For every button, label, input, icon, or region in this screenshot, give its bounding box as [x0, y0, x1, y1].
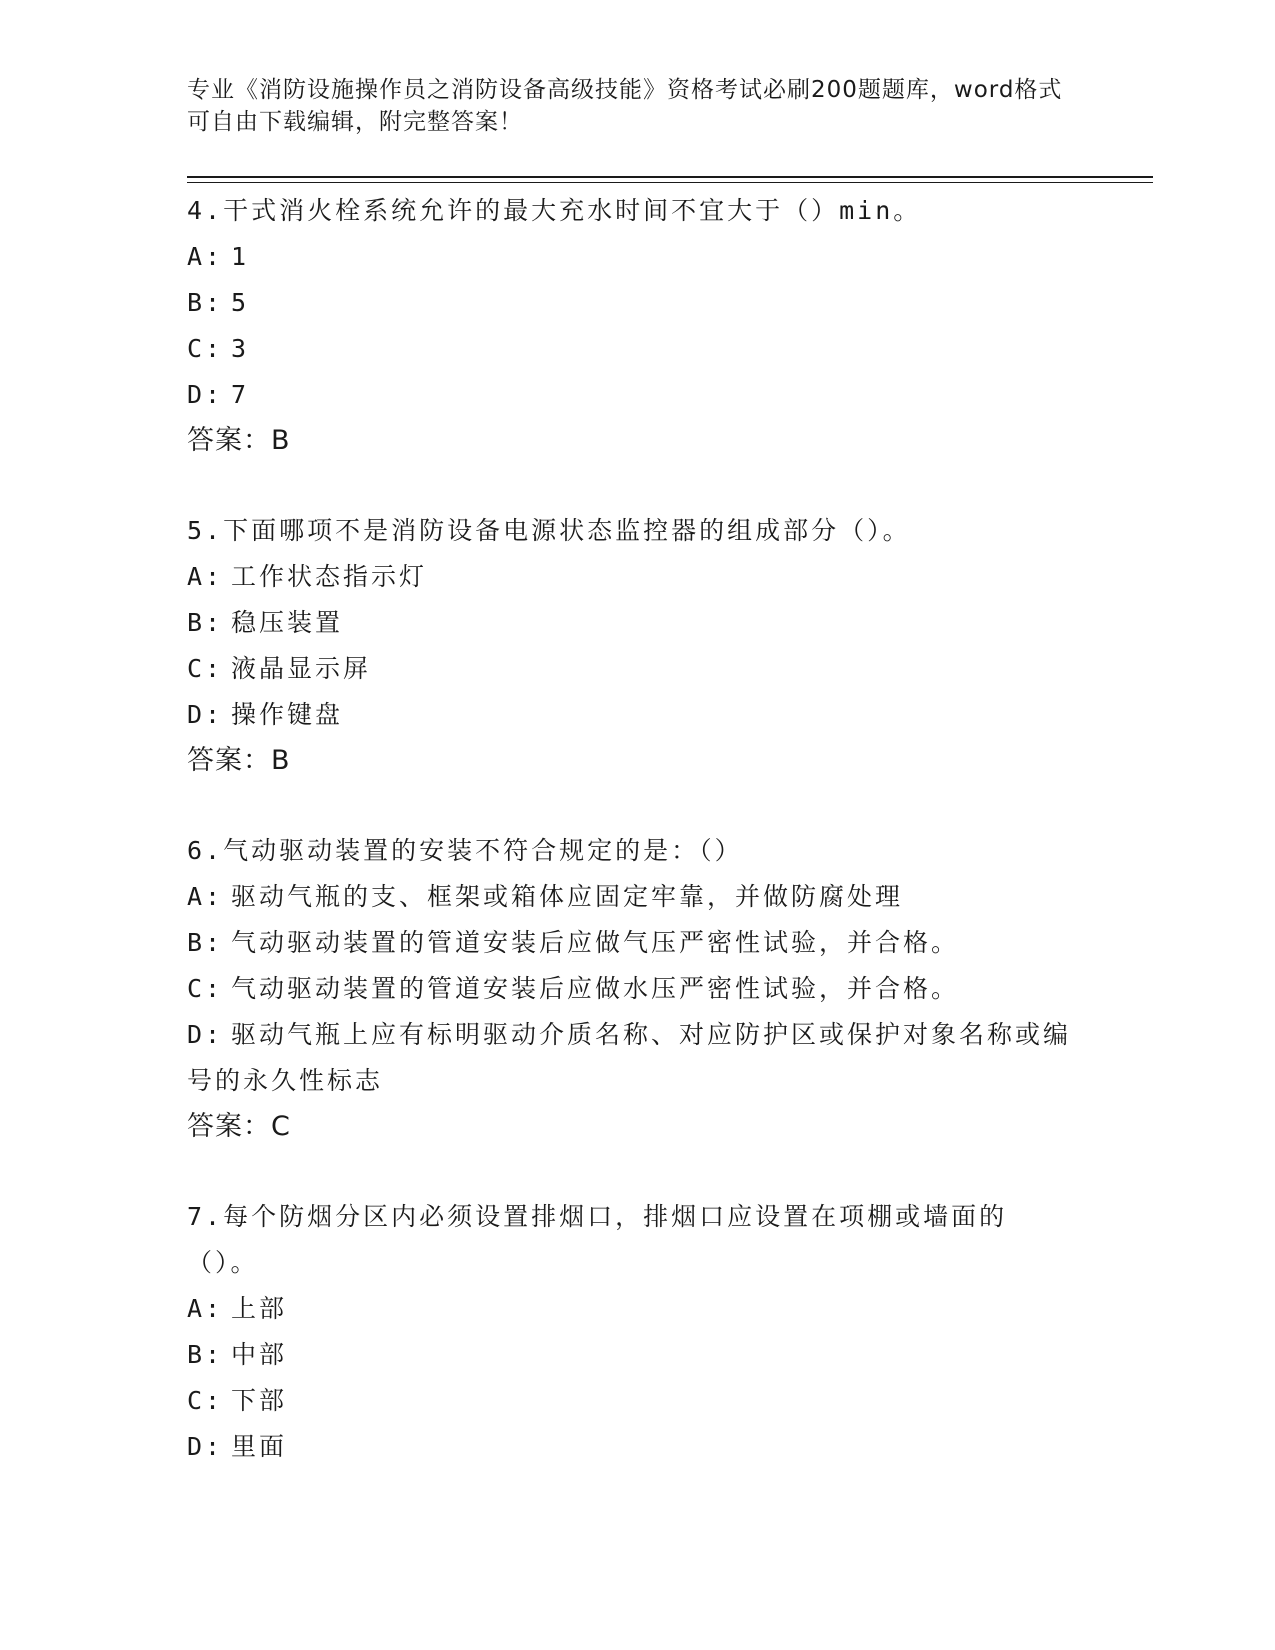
- option-d: [187, 692, 1087, 738]
- answer-line: 答案：C: [187, 1111, 291, 1142]
- question-5: [187, 508, 1087, 784]
- document-header: 专业《消防设施操作员之消防设备高级技能》资格考试必刷200题题库，word格式可自由下载编辑，附完整答案！: [187, 77, 1063, 135]
- question-stem: 5.下面哪项不是消防设备电源状态监控器的组成部分（）。: [187, 516, 911, 545]
- option-text: 驱动气瓶上应有标明驱动介质名称、对应防护区或保护对象名称或编号的永久性标志: [187, 1020, 1072, 1095]
- option-text: 里面: [231, 1432, 288, 1461]
- option-d: [187, 1424, 1087, 1470]
- option-a: [187, 234, 1087, 280]
- option-text: 液晶显示屏: [231, 654, 372, 683]
- option-b: [187, 600, 1087, 646]
- answer-line: 答案：B: [187, 745, 291, 776]
- answer-line: 答案：B: [187, 425, 291, 456]
- option-key: D:: [187, 380, 224, 409]
- option-key: A:: [187, 882, 224, 911]
- question-list: [187, 188, 1087, 1514]
- question-7: [187, 1194, 1087, 1470]
- option-key: C:: [187, 1386, 224, 1415]
- option-b: [187, 920, 1087, 966]
- option-text: 5: [231, 288, 250, 317]
- option-text: 气动驱动装置的管道安装后应做水压严密性试验，并合格。: [231, 974, 960, 1003]
- option-a: [187, 1286, 1087, 1332]
- option-c: [187, 326, 1087, 372]
- option-text: 上部: [231, 1294, 288, 1323]
- option-key: B:: [187, 608, 224, 637]
- option-key: C:: [187, 654, 224, 683]
- question-stem: 6.气动驱动装置的安装不符合规定的是：（）: [187, 836, 743, 865]
- option-key: D:: [187, 1020, 224, 1049]
- option-key: D:: [187, 700, 224, 729]
- header-divider-thick: [187, 176, 1153, 178]
- option-key: B:: [187, 928, 224, 957]
- option-d: [187, 1012, 1087, 1104]
- option-b: [187, 1332, 1087, 1378]
- option-key: C:: [187, 974, 224, 1003]
- option-text: 中部: [231, 1340, 288, 1369]
- option-text: 1: [231, 242, 250, 271]
- option-key: A:: [187, 562, 224, 591]
- option-c: [187, 646, 1087, 692]
- option-text: 稳压装置: [231, 608, 344, 637]
- option-d: [187, 372, 1087, 418]
- option-b: [187, 280, 1087, 326]
- question-stem: 7.每个防烟分区内必须设置排烟口，排烟口应设置在项棚或墙面的（）。: [187, 1202, 1008, 1277]
- option-text: 7: [231, 380, 250, 409]
- option-text: 气动驱动装置的管道安装后应做气压严密性试验，并合格。: [231, 928, 960, 957]
- option-key: D:: [187, 1432, 224, 1461]
- option-a: [187, 874, 1087, 920]
- header-divider-thin: [187, 182, 1153, 183]
- question-stem: 4.干式消火栓系统允许的最大充水时间不宜大于（）min。: [187, 196, 922, 225]
- question-4: [187, 188, 1087, 464]
- option-text: 3: [231, 334, 250, 363]
- option-text: 工作状态指示灯: [231, 562, 428, 591]
- option-key: A:: [187, 242, 224, 271]
- option-key: B:: [187, 288, 224, 317]
- option-text: 操作键盘: [231, 700, 344, 729]
- option-c: [187, 1378, 1087, 1424]
- option-key: C:: [187, 334, 224, 363]
- option-text: 驱动气瓶的支、框架或箱体应固定牢靠，并做防腐处理: [231, 882, 904, 911]
- option-c: [187, 966, 1087, 1012]
- option-a: [187, 554, 1087, 600]
- question-6: [187, 828, 1087, 1150]
- option-key: B:: [187, 1340, 224, 1369]
- option-text: 下部: [231, 1386, 288, 1415]
- option-key: A:: [187, 1294, 224, 1323]
